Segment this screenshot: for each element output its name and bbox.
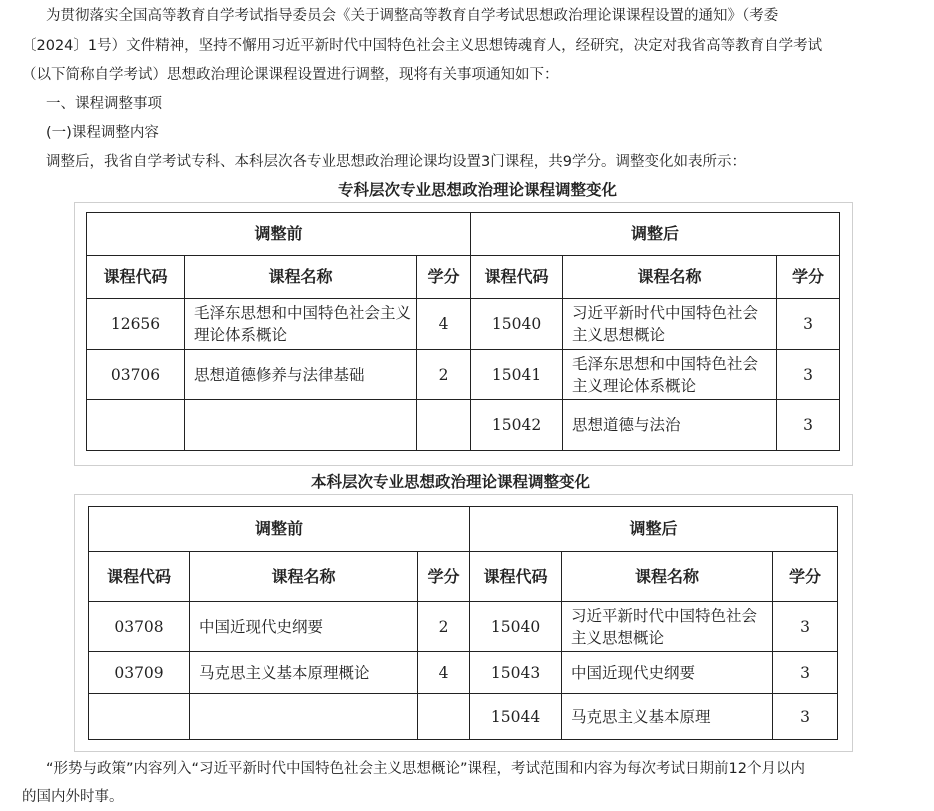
table-title-zhuanke: 专科层次专业思想政治理论课程调整变化 xyxy=(338,181,618,199)
before-course-name: 思想道德修养与法律基础 xyxy=(185,350,417,400)
col-header-code: 课程代码 xyxy=(89,552,190,602)
before-credit xyxy=(417,400,471,451)
col-header-code: 课程代码 xyxy=(470,552,562,602)
after-credit: 3 xyxy=(777,350,840,400)
table-row xyxy=(89,652,838,694)
col-header-name: 课程名称 xyxy=(190,552,418,602)
intro-paragraph xyxy=(22,2,922,91)
after-course-name: 毛泽东思想和中国特色社会主义理论体系概论 xyxy=(563,350,777,400)
after-credit: 3 xyxy=(777,400,840,451)
after-course-code: 15044 xyxy=(470,694,562,740)
col-header-credit: 学分 xyxy=(418,552,470,602)
intro-line-2: 〔2024〕1号）文件精神，坚持不懈用习近平新时代中国特色社会主义思想铸魂育人，经研究，决定对我省高等教育自学考试 xyxy=(22,37,823,54)
table-title-benke: 本科层次专业思想政治理论课程调整变化 xyxy=(311,473,591,491)
before-course-name: 毛泽东思想和中国特色社会主义理论体系概论 xyxy=(185,299,417,350)
col-header-code: 课程代码 xyxy=(87,256,185,299)
col-header-credit: 学分 xyxy=(417,256,471,299)
after-course-code: 15041 xyxy=(471,350,563,400)
after-course-code: 15043 xyxy=(470,652,562,694)
course-table-benke xyxy=(88,506,838,740)
after-credit: 3 xyxy=(773,602,838,652)
summary-paragraph: 调整后，我省自学考试专科、本科层次各专业思想政治理论课均设置3门课程，共9学分。调整变化如表所示： xyxy=(46,154,746,170)
after-course-name: 马克思主义基本原理 xyxy=(562,694,773,740)
after-course-code: 15042 xyxy=(471,400,563,451)
col-header-name: 课程名称 xyxy=(563,256,777,299)
before-credit: 2 xyxy=(418,602,470,652)
before-credit: 4 xyxy=(418,652,470,694)
header-before: 调整前 xyxy=(89,507,470,552)
before-course-code: 12656 xyxy=(87,299,185,350)
col-header-code: 课程代码 xyxy=(471,256,563,299)
course-table-zhuanke xyxy=(86,212,840,451)
before-course-name: 马克思主义基本原理概论 xyxy=(190,652,418,694)
before-credit: 4 xyxy=(417,299,471,350)
before-course-name xyxy=(185,400,417,451)
after-course-code: 15040 xyxy=(470,602,562,652)
table-row xyxy=(87,299,840,350)
after-course-name: 习近平新时代中国特色社会主义思想概论 xyxy=(563,299,777,350)
header-before: 调整前 xyxy=(87,213,471,256)
col-header-name: 课程名称 xyxy=(185,256,417,299)
section-heading: 一、课程调整事项 xyxy=(46,96,162,112)
after-course-name: 中国近现代史纲要 xyxy=(562,652,773,694)
footer-line-1: “形势与政策”内容列入“习近平新时代中国特色社会主义思想概论”课程，考试范围和内容为每次考试日期前12个月以内 xyxy=(46,761,805,777)
before-course-code: 03706 xyxy=(87,350,185,400)
before-course-name: 中国近现代史纲要 xyxy=(190,602,418,652)
before-course-code: 03708 xyxy=(89,602,190,652)
footer-paragraph xyxy=(22,755,922,811)
col-header-name: 课程名称 xyxy=(562,552,773,602)
header-after: 调整后 xyxy=(471,213,840,256)
header-after: 调整后 xyxy=(470,507,838,552)
after-credit: 3 xyxy=(777,299,840,350)
col-header-credit: 学分 xyxy=(777,256,840,299)
after-course-code: 15040 xyxy=(471,299,563,350)
subsection-heading: (一)课程调整内容 xyxy=(46,125,159,141)
before-course-code: 03709 xyxy=(89,652,190,694)
table-row xyxy=(89,694,838,740)
before-credit: 2 xyxy=(417,350,471,400)
table-row xyxy=(87,400,840,451)
intro-line-1: 为贯彻落实全国高等教育自学考试指导委员会《关于调整高等教育自学考试思想政治理论课课程设置的通知》（考委 xyxy=(46,8,779,24)
before-course-code xyxy=(89,694,190,740)
after-credit: 3 xyxy=(773,694,838,740)
before-course-code xyxy=(87,400,185,451)
before-course-name xyxy=(190,694,418,740)
col-header-credit: 学分 xyxy=(773,552,838,602)
before-credit xyxy=(418,694,470,740)
table-row xyxy=(89,602,838,652)
after-course-name: 思想道德与法治 xyxy=(563,400,777,451)
after-course-name: 习近平新时代中国特色社会主义思想概论 xyxy=(562,602,773,652)
intro-line-3: （以下简称自学考试）思想政治理论课课程设置进行调整，现将有关事项通知如下： xyxy=(22,67,559,83)
footer-line-2: 的国内外时事。 xyxy=(22,789,124,805)
table-row xyxy=(87,350,840,400)
after-credit: 3 xyxy=(773,652,838,694)
